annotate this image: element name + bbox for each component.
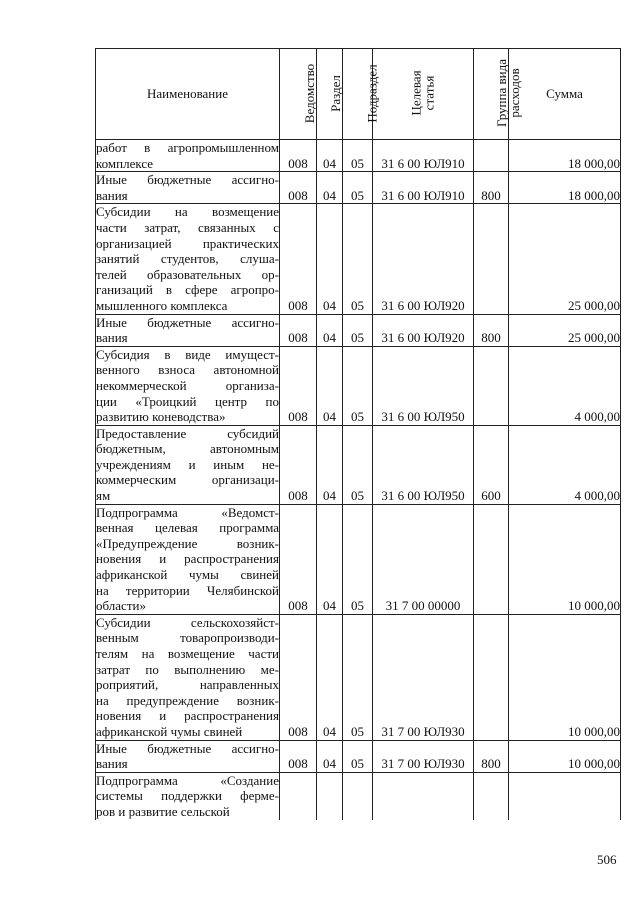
row-name-line: Подпрограмма «Создание (96, 772, 279, 788)
row-ministry-cell: 008 (280, 172, 317, 204)
row-target-article-cell: 31 6 00 ЮЛ910 (373, 172, 474, 204)
row-section-cell: 04 (317, 172, 343, 204)
row-name-line: бюджетным, автономным (96, 441, 279, 457)
row-name-line: Субсидия в виде имущест- (96, 346, 279, 362)
row-target-article-cell: 31 6 00 ЮЛ920 (373, 204, 474, 314)
row-name-line: венным товаропроизводи- (96, 630, 279, 646)
row-name-line: роприятий, направленных (96, 677, 279, 693)
row-name-line: новения и распространения (96, 708, 279, 724)
row-ministry-cell (280, 772, 317, 819)
row-expense-group-cell: 600 (474, 425, 509, 504)
row-name-line: Подпрограмма «Ведомст- (96, 504, 279, 520)
row-name-line: вания (96, 756, 128, 772)
row-name-line: ганизаций в сфере агропро- (96, 282, 279, 298)
header-target-line2: статья (421, 75, 437, 111)
row-name-line: комплексе (96, 155, 154, 171)
header-ministry-label: Ведомство (302, 64, 318, 124)
row-name-line: мышленного комплекса (96, 297, 228, 313)
row-name-line: «Предупреждение возник- (96, 535, 279, 551)
row-section-cell: 04 (317, 740, 343, 772)
table-body (96, 140, 621, 820)
row-name-cell (96, 346, 280, 425)
row-target-article-cell: 31 7 00 00000 (373, 504, 474, 614)
row-name-line: системы поддержки ферме- (96, 788, 279, 804)
row-sum-cell: 25 000,00 (509, 204, 621, 314)
row-section-cell: 04 (317, 314, 343, 346)
row-name-line: вания (96, 187, 128, 203)
row-ministry-cell: 008 (280, 614, 317, 740)
row-target-article-cell: 31 7 00 ЮЛ930 (373, 740, 474, 772)
header-target-label (410, 71, 436, 116)
row-name-cell (96, 504, 280, 614)
table-header-row (96, 49, 621, 140)
row-subsection-cell: 05 (343, 314, 373, 346)
row-name-line: коммерческим организаци- (96, 472, 279, 488)
row-ministry-cell: 008 (280, 314, 317, 346)
row-section-cell: 04 (317, 346, 343, 425)
header-section-label: Раздел (327, 75, 343, 113)
row-name-line: Иные бюджетные ассигно- (96, 314, 279, 330)
row-expense-group-cell: 800 (474, 740, 509, 772)
row-subsection-cell (343, 772, 373, 819)
row-sum-cell: 10 000,00 (509, 504, 621, 614)
row-name-line: Предоставление субсидий (96, 425, 279, 441)
table-row (96, 140, 621, 172)
row-expense-group-cell: 800 (474, 172, 509, 204)
row-ministry-cell: 008 (280, 425, 317, 504)
row-section-cell: 04 (317, 504, 343, 614)
budget-table (95, 48, 621, 820)
page-number: 506 (597, 852, 617, 867)
row-target-article-cell: 31 7 00 ЮЛ930 (373, 614, 474, 740)
row-subsection-cell: 05 (343, 740, 373, 772)
row-name-line: телям на возмещение части (96, 646, 279, 661)
header-expense-group (474, 49, 522, 140)
row-name-line: Субсидии сельскохозяйст- (96, 614, 279, 630)
row-name-line: венного взноса автономной (96, 362, 279, 378)
row-name-cell (96, 204, 280, 314)
row-name-line: на предупреждение возник- (96, 692, 279, 708)
row-name-line: ции «Троицкий центр по (96, 393, 279, 409)
table-row (96, 314, 621, 346)
header-section (317, 49, 343, 140)
row-expense-group-cell (474, 504, 509, 614)
row-subsection-cell: 05 (343, 172, 373, 204)
row-name-cell (96, 172, 280, 204)
header-target-line1: Целевая (408, 70, 424, 116)
row-sum-cell: 18 000,00 (509, 140, 621, 172)
row-name-line: телей образовательных ор- (96, 266, 279, 282)
header-group-line1: Группа вида (493, 59, 509, 128)
row-name-cell (96, 772, 280, 819)
header-subsection (343, 49, 380, 140)
row-name-cell (96, 614, 280, 740)
row-name-line: вания (96, 330, 128, 346)
row-expense-group-cell (474, 140, 509, 172)
row-section-cell (317, 772, 343, 819)
header-group-label (495, 59, 521, 127)
table-row (96, 425, 621, 504)
row-name-line: учреждениям и иным не- (96, 456, 279, 472)
row-expense-group-cell: 800 (474, 314, 509, 346)
row-target-article-cell: 31 6 00 ЮЛ950 (373, 425, 474, 504)
row-expense-group-cell (474, 204, 509, 314)
row-name-line: африканской чумы свиней (96, 723, 243, 739)
row-name-line: новения и распространения (96, 551, 279, 567)
table-row (96, 504, 621, 614)
row-subsection-cell: 05 (343, 614, 373, 740)
row-sum-cell: 4 000,00 (509, 346, 621, 425)
row-expense-group-cell (474, 346, 509, 425)
row-name-cell (96, 140, 280, 172)
row-target-article-cell: 31 6 00 ЮЛ950 (373, 346, 474, 425)
row-name-line: занятий студентов, слуша- (96, 251, 279, 267)
table-row (96, 614, 621, 740)
row-section-cell: 04 (317, 425, 343, 504)
row-ministry-cell: 008 (280, 140, 317, 172)
row-name-line: организацией практических (96, 235, 279, 251)
row-ministry-cell: 008 (280, 346, 317, 425)
header-subsection-label: Подраздел (364, 64, 380, 123)
header-sum (506, 49, 621, 140)
row-section-cell: 04 (317, 140, 343, 172)
row-subsection-cell: 05 (343, 140, 373, 172)
row-sum-cell: 18 000,00 (509, 172, 621, 204)
table-row (96, 772, 621, 819)
header-name-label: Наименование (147, 86, 228, 102)
row-name-line: области» (96, 598, 146, 614)
row-name-line: развитию коневодства» (96, 409, 226, 425)
row-expense-group-cell (474, 772, 509, 819)
table-row (96, 346, 621, 425)
row-name-line: некоммерческой организа- (96, 377, 279, 393)
table-row (96, 740, 621, 772)
header-name (96, 49, 280, 140)
row-name-cell (96, 314, 280, 346)
row-name-line: ям (96, 488, 111, 504)
header-group-line2: расходов (506, 68, 522, 118)
row-subsection-cell: 05 (343, 425, 373, 504)
table-row (96, 204, 621, 314)
row-ministry-cell: 008 (280, 740, 317, 772)
row-sum-cell: 10 000,00 (509, 740, 621, 772)
row-subsection-cell: 05 (343, 346, 373, 425)
row-name-line: Субсидии на возмещение (96, 204, 279, 220)
row-name-line: Иные бюджетные ассигно- (96, 740, 279, 756)
row-target-article-cell (373, 772, 474, 819)
row-subsection-cell: 05 (343, 204, 373, 314)
row-target-article-cell: 31 6 00 ЮЛ920 (373, 314, 474, 346)
row-ministry-cell: 008 (280, 204, 317, 314)
row-name-line: работ в агропромышленном (96, 140, 279, 155)
row-ministry-cell: 008 (280, 504, 317, 614)
row-section-cell: 04 (317, 204, 343, 314)
header-sum-label: Сумма (546, 86, 583, 102)
row-name-line: затрат по выполнению ме- (96, 661, 279, 677)
header-ministry (280, 49, 317, 140)
row-name-line: венная целевая программа (96, 520, 279, 536)
row-name-line: части затрат, связанных с (96, 219, 279, 235)
row-name-cell (96, 740, 280, 772)
row-expense-group-cell (474, 614, 509, 740)
row-subsection-cell: 05 (343, 504, 373, 614)
row-sum-cell: 25 000,00 (509, 314, 621, 346)
row-name-line: африканской чумы свиней (96, 567, 279, 583)
table-row (96, 172, 621, 204)
row-name-line: Иные бюджетные ассигно- (96, 172, 279, 188)
row-name-cell (96, 425, 280, 504)
row-sum-cell (509, 772, 621, 819)
row-section-cell: 04 (317, 614, 343, 740)
header-target-article (373, 49, 474, 140)
row-sum-cell: 4 000,00 (509, 425, 621, 504)
row-name-line: ров и развитие сельской (96, 803, 230, 819)
row-sum-cell: 10 000,00 (509, 614, 621, 740)
row-target-article-cell: 31 6 00 ЮЛ910 (373, 140, 474, 172)
row-name-line: на территории Челябинской (96, 582, 279, 598)
